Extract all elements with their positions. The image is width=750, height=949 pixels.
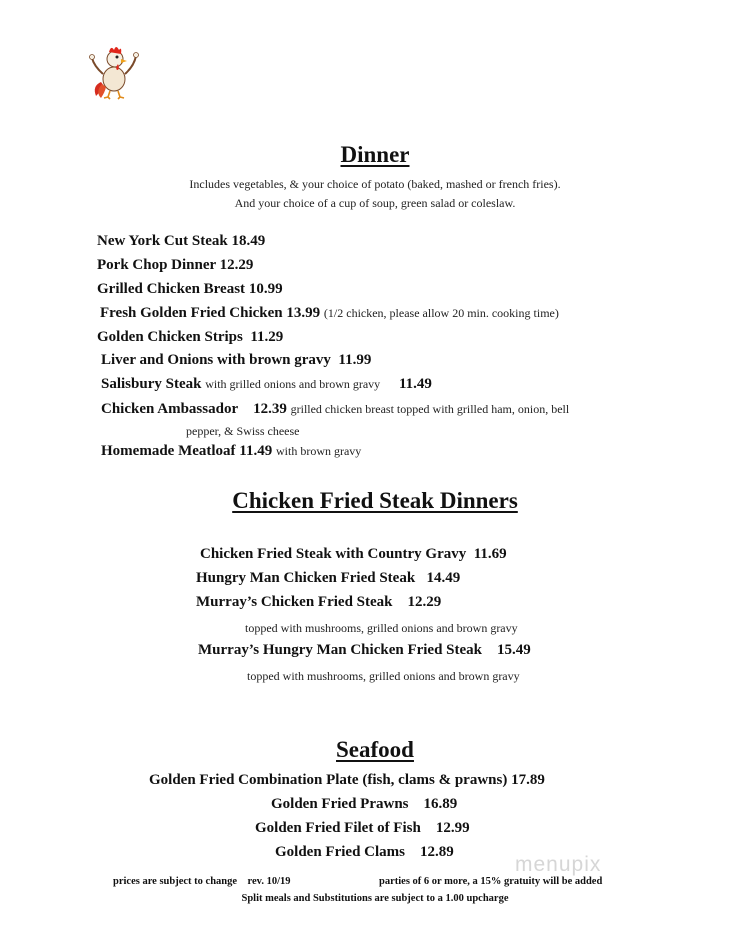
item-price: 12.29 <box>407 594 442 610</box>
menu-item <box>97 329 283 346</box>
revision: rev. 10/19 <box>247 876 291 887</box>
item-note: with grilled onions and brown gravy <box>205 377 381 391</box>
menu-item <box>101 352 371 369</box>
menu-item <box>101 443 361 460</box>
item-name: New York Cut Steak <box>97 233 228 249</box>
cfs-title: Chicken Fried Steak Dinners <box>232 488 518 513</box>
item-price: 11.49 <box>239 443 273 459</box>
item-name: Liver and Onions with brown gravy <box>101 352 331 368</box>
menu-item <box>97 257 253 274</box>
menu-item <box>200 546 507 563</box>
item-price: 11.69 <box>473 546 507 562</box>
item-note: topped with mushrooms, grilled onions and brown gravy <box>247 669 520 683</box>
menu-item <box>196 594 441 611</box>
menu-item <box>97 281 283 298</box>
item-name: Golden Fried Prawns <box>271 796 409 812</box>
item-price: 11.49 <box>398 376 432 392</box>
item-price: 17.89 <box>511 772 545 788</box>
menu-item <box>271 796 457 813</box>
item-note: (1/2 chicken, please allow 20 min. cooking time) <box>323 306 559 320</box>
item-price: 12.39 <box>253 401 287 417</box>
item-price: 14.49 <box>426 570 461 586</box>
item-name: Golden Fried Clams <box>275 844 405 860</box>
item-price: 12.29 <box>219 257 254 273</box>
item-price: 12.89 <box>420 844 454 860</box>
item-price: 16.89 <box>423 796 458 812</box>
menu-item <box>198 642 531 659</box>
item-price: 11.29 <box>250 329 284 345</box>
item-name: Golden Fried Filet of Fish <box>255 820 421 836</box>
menu-item <box>100 305 559 322</box>
dinner-subtitle-1: Includes vegetables, & your choice of potato (baked, mashed or french fries). <box>189 177 561 191</box>
item-price: 11.99 <box>338 352 372 368</box>
menu-item <box>97 233 265 250</box>
item-name: Chicken Ambassador <box>101 401 239 417</box>
item-name: Grilled Chicken Breast <box>97 281 246 297</box>
footer-gratuity: parties of 6 or more, a 15% gratuity will be added <box>379 876 603 887</box>
dinner-title: Dinner <box>340 142 410 167</box>
menu-item <box>255 820 470 837</box>
item-note: with brown gravy <box>275 444 362 458</box>
menu-item <box>149 772 545 789</box>
prices-note: prices are subject to change <box>113 876 238 887</box>
item-name: Murray’s Chicken Fried Steak <box>196 594 393 610</box>
footer-prices-note <box>113 876 291 887</box>
item-price: 10.99 <box>248 281 283 297</box>
item-note-continued: pepper, & Swiss cheese <box>186 424 300 438</box>
item-name: Hungry Man Chicken Fried Steak <box>196 570 416 586</box>
dinner-subtitle-2: And your choice of a cup of soup, green salad or coleslaw. <box>234 196 516 210</box>
item-note: topped with mushrooms, grilled onions and brown gravy <box>245 621 518 635</box>
item-name: Chicken Fried Steak with Country Gravy <box>200 546 467 562</box>
footer-split: Split meals and Substitutions are subject to a 1.00 upcharge <box>241 893 509 904</box>
item-price: 18.49 <box>231 233 266 249</box>
item-name: Homemade Meatloaf <box>101 443 236 459</box>
watermark: menupix <box>515 853 602 876</box>
menu-item <box>101 401 569 418</box>
item-name: Murray’s Hungry Man Chicken Fried Steak <box>198 642 483 658</box>
item-price: 12.99 <box>435 820 470 836</box>
menu-item <box>101 376 432 393</box>
item-name: Golden Fried Combination Plate (fish, clams & prawns) <box>149 772 508 788</box>
item-name: Golden Chicken Strips <box>97 329 243 345</box>
seafood-title: Seafood <box>336 737 414 762</box>
item-name: Salisbury Steak <box>101 376 202 392</box>
menu-item <box>196 570 460 587</box>
rooster-icon <box>88 42 140 100</box>
item-price: 13.99 <box>286 305 321 321</box>
menu-item <box>275 844 454 861</box>
item-name: Pork Chop Dinner <box>97 257 216 273</box>
item-price: 15.49 <box>497 642 531 658</box>
item-name: Fresh Golden Fried Chicken <box>100 305 283 321</box>
item-note: grilled chicken breast topped with grilled ham, onion, bell <box>290 402 570 416</box>
